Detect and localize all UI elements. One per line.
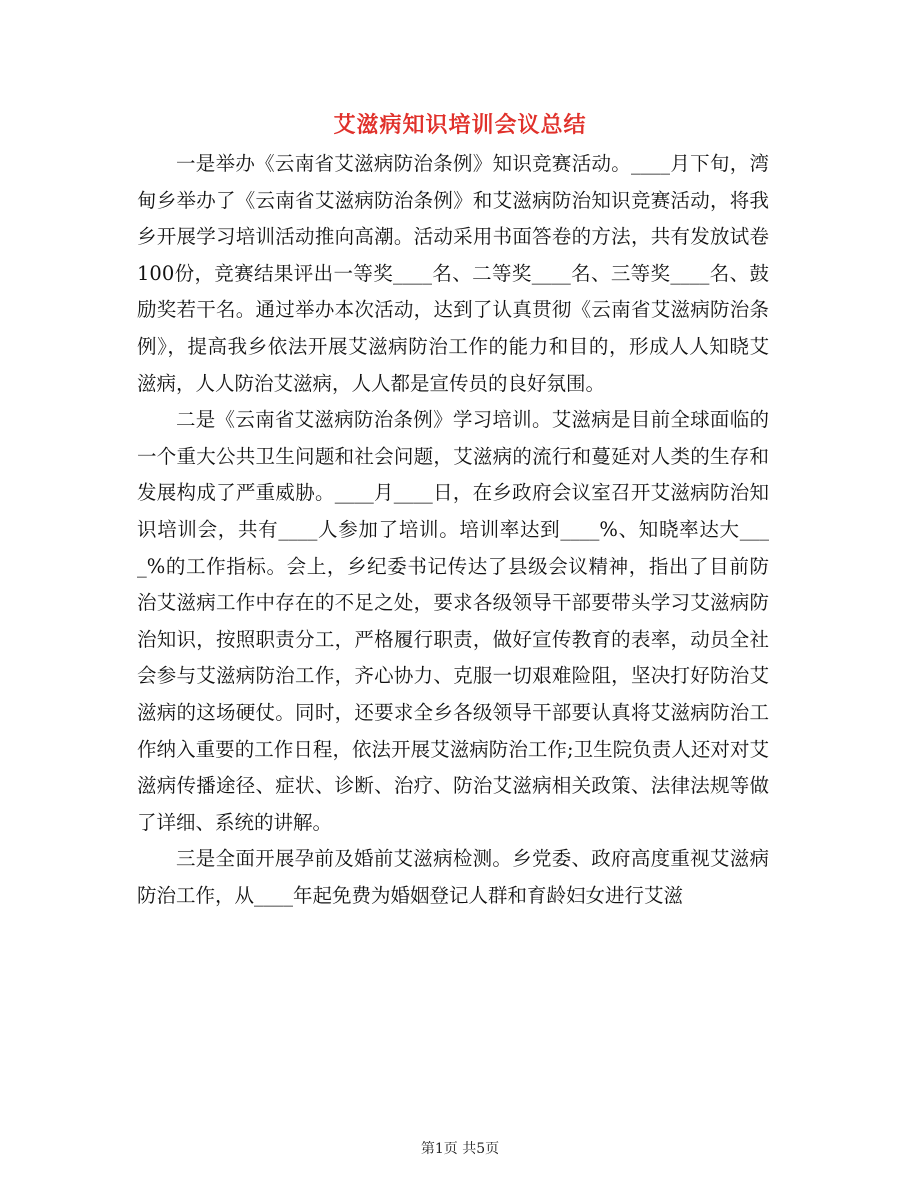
document-body: [137, 146, 769, 914]
paragraph-3: 三是全面开展孕前及婚前艾滋病检测。乡党委、政府高度重视艾滋病防治工作，从____年起免费为婚姻登记人群和育龄妇女进行艾滋: [137, 847, 769, 907]
paragraph-1: 一是举办《云南省艾滋病防治条例》知识竞赛活动。____月下旬，湾甸乡举办了《云南省艾滋病防治条例》和艾滋病防治知识竞赛活动，将我乡开展学习培训活动推向高潮。活动采用书面答卷的方法，共有发放试卷100份，竞赛结果评出一等奖____名、二等奖____名、三等奖____名、鼓励奖若干名。通过举办本次活动，达到了认真贯彻《云南省艾滋病防治条例》，提高我乡依法开展艾滋病防治工作的能力和目的，形成人人知晓艾滋病，人人防治艾滋病，人人都是宣传员的良好氛围。: [137, 152, 769, 395]
paragraph-2: 二是《云南省艾滋病防治条例》学习培训。艾滋病是目前全球面临的一个重大公共卫生问题和社会问题，艾滋病的流行和蔓延对人类的生存和发展构成了严重威胁。____月____日，在乡政府会议室召开艾滋病防治知识培训会，共有____人参加了培训。培训率达到____%、知晓率达大____%的工作指标。会上，乡纪委书记传达了县级会议精神，指出了目前防治艾滋病工作中存在的不足之处，要求各级领导干部要带头学习艾滋病防治知识，按照职责分工，严格履行职责，做好宣传教育的表率，动员全社会参与艾滋病防治工作，齐心协力、克服一切艰难险阻，坚决打好防治艾滋病的这场硬仗。同时，还要求全乡各级领导干部要认真将艾滋病防治工作纳入重要的工作日程，依法开展艾滋病防治工作;卫生院负责人还对对艾滋病传播途径、症状、诊断、治疗、防治艾滋病相关政策、法律法规等做了详细、系统的讲解。: [137, 408, 769, 834]
page-number-footer: 第1页 共5页: [420, 1141, 500, 1157]
document-title: 艾滋病知识培训会议总结: [333, 112, 587, 138]
